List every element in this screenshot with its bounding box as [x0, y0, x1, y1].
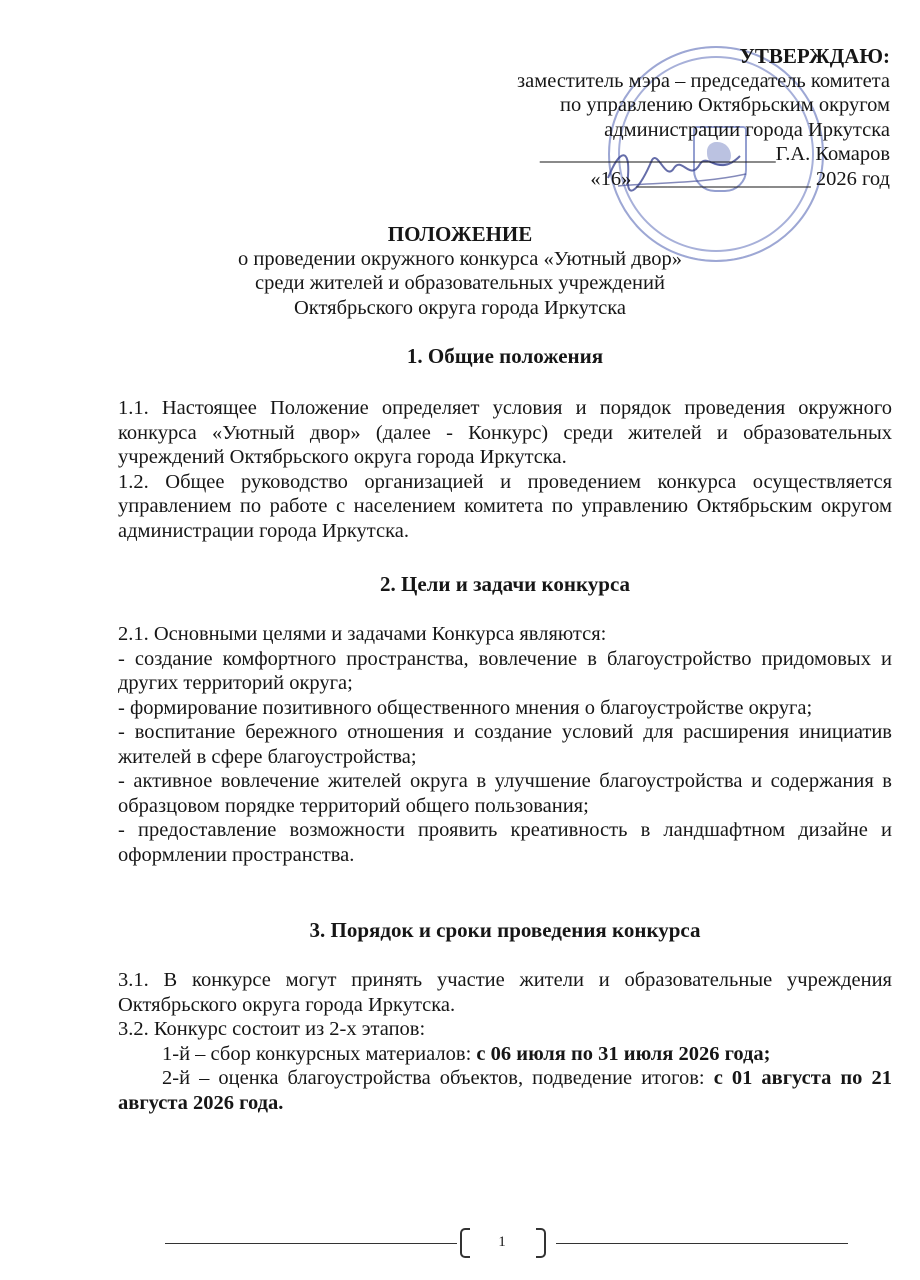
footer-rule-right [556, 1243, 848, 1244]
document-subtitle-2: среди жителей и образовательных учреждений [255, 272, 665, 294]
page-number: 1 [498, 1234, 506, 1250]
approval-date-line: «16» _________________ 2026 год [590, 167, 890, 190]
document-subtitle-1: о проведении окружного конкурса «Уютный двор» [237, 247, 683, 270]
section-1-body [118, 396, 892, 543]
footer-rule-left [165, 1243, 457, 1244]
stage-1-text: 1-й – сбор конкурсных материалов: [162, 1042, 477, 1065]
paragraph-1-2: 1.2. Общее руководство организацией и проведением конкурса осуществляется управлением по работе с населением комитета по управлению Октябрьским округом администрации города Иркутска. [118, 470, 892, 542]
stage-2-text: 2-й – оценка благоустройства объектов, подведение итогов: [162, 1067, 714, 1089]
paragraph-1-1: 1.1. Настоящее Положение определяет условия и порядок проведения окружного конкурса «Уютный двор» (далее - Конкурс) среди жителей и образовательных учреждений Октябрьского округа города Иркутска. [118, 397, 892, 468]
section-3-heading: 3. Порядок и сроки проведения конкурса [309, 918, 701, 942]
document-title-block [0, 222, 920, 320]
stage-2-dates: с 01 августа по 21 августа 2026 года. [118, 1067, 892, 1114]
page-footer [0, 1226, 920, 1256]
stage-1-dates: с 06 июля по 31 июля 2026 года; [476, 1042, 771, 1065]
list-item: - предоставление возможности проявить креативность в ландшафтном дизайне и оформлении пространства. [118, 819, 892, 866]
list-item: - формирование позитивного общественного мнения о благоустройстве округа; [118, 696, 813, 719]
section-1-heading: 1. Общие положения [406, 344, 604, 368]
list-item: - активное вовлечение жителей округа в улучшение благоустройства и содержания в образцовом порядке территорий общего пользования; [118, 770, 892, 817]
list-item: - воспитание бережного отношения и создание условий для расширения инициатив жителей в сфере благоустройства; [118, 721, 892, 768]
section-2-heading: 2. Цели и задачи конкурса [379, 572, 631, 596]
document-subtitle-3: Октябрьского округа города Иркутска [294, 296, 626, 319]
paragraph-2-1: 2.1. Основными целями и задачами Конкурса являются: [118, 623, 607, 645]
list-item: - создание комфортного пространства, вовлечение в благоустройство придомовых и других территорий округа; [118, 647, 892, 694]
approval-position-line1: заместитель мэра – председатель комитета [517, 69, 890, 92]
footer-bracket-right [536, 1228, 546, 1258]
section-2-body [118, 622, 892, 867]
approval-position-line3: администрации города Иркутска [604, 118, 890, 141]
paragraph-3-1: 3.1. В конкурсе могут принять участие жители и образовательные учреждения Октябрьского округа города Иркутска. [118, 969, 892, 1016]
approval-signature-line: _______________________Г.А. Комаров [539, 143, 890, 165]
approval-title: УТВЕРЖДАЮ: [739, 44, 890, 68]
stage-1-item [118, 1042, 892, 1067]
paragraph-3-2: 3.2. Конкурс состоит из 2-х этапов: [118, 1018, 426, 1040]
footer-bracket-left [460, 1228, 470, 1258]
approval-block [517, 44, 890, 191]
document-title: ПОЛОЖЕНИЕ [387, 222, 533, 246]
approval-position-line2: по управлению Октябрьским округом [560, 94, 890, 116]
section-3-body [118, 968, 892, 1115]
stage-2-item [118, 1066, 892, 1115]
